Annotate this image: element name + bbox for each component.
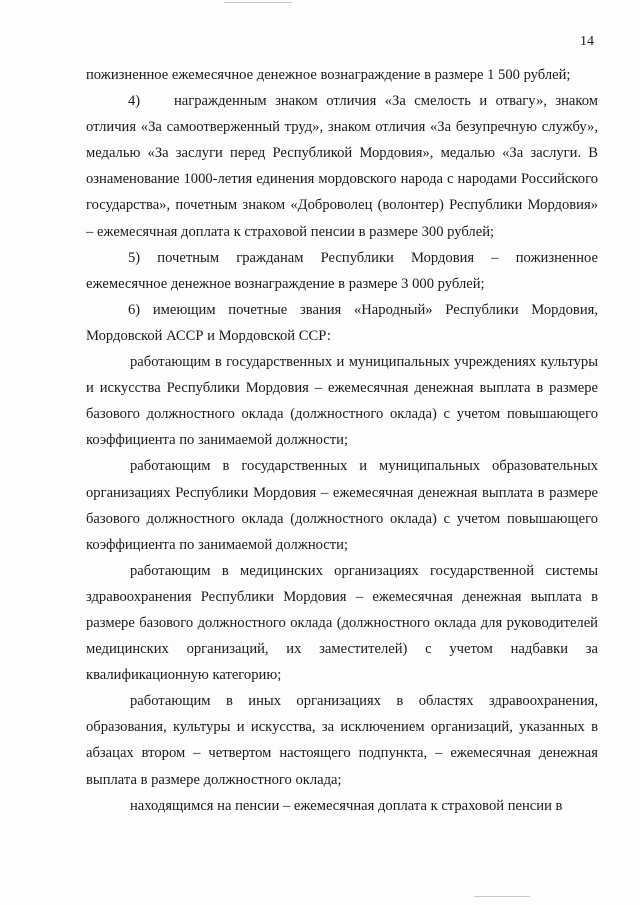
paragraph-other-organizations: работающим в иных организациях в областях здравоохранения, образования, культуры и искусства, за исключением организаций, указанных в абзацах втором – четвертом настоящего подпункта, – ежемесячная денежная выплата в размере должностного оклада; <box>86 693 598 788</box>
paragraph-medical: работающим в медицинских организациях государственной системы здравоохранения Республики Мордовия – ежемесячная денежная выплата в размере базового должностного оклада (должностного оклада для руководителей медицинских организаций, их заместителей) с учетом надбавки за квалификационную категорию; <box>86 562 598 684</box>
paragraph-item-4: 4) награжденным знаком отличия «За смелость и отвагу», знаком отличия «За самоотверженный труд», знаком отличия «За безупречную службу», медалью «За заслуги перед Республикой Мордовия», медалью «За заслуги. В ознаменование 1000-летия единения мордовского народа с народами Российского государства», почетным знаком «Доброволец (волонтер) Республики Мордовия» – ежемесячная доплата к страховой пенсии в размере 300 рублей; <box>86 93 598 240</box>
document-body <box>86 62 598 819</box>
paragraph-pensioners: находящимся на пенсии – ежемесячная доплата к страховой пенсии в <box>130 797 563 814</box>
paragraph-1: пожизненное ежемесячное денежное вознаграждение в размере 1 500 рублей; <box>86 67 571 83</box>
paragraph-item-5: 5) почетным гражданам Республики Мордовия – пожизненное ежемесячное денежное вознаграждение в размере 3 000 рублей; <box>86 249 598 292</box>
scan-artifact-bottom <box>474 896 530 897</box>
page-number: 14 <box>580 34 594 49</box>
paragraph-education: работающим в государственных и муниципальных образовательных организациях Республики Мордовия – ежемесячная денежная выплата в размере базового должностного оклада (должностного оклада) с учетом повышающего коэффициента по занимаемой должности; <box>86 458 598 553</box>
paragraph-item-6: 6) имеющим почетные звания «Народный» Республики Мордовия, Мордовской АССР и Мордовской ССР: <box>86 301 598 344</box>
paragraph-culture: работающим в государственных и муниципальных учреждениях культуры и искусства Республики Мордовия – ежемесячная денежная выплата в размере базового должностного оклада (должностного оклада) с учетом повышающего коэффициента по занимаемой должности; <box>86 354 598 449</box>
scan-artifact-top <box>224 2 292 3</box>
